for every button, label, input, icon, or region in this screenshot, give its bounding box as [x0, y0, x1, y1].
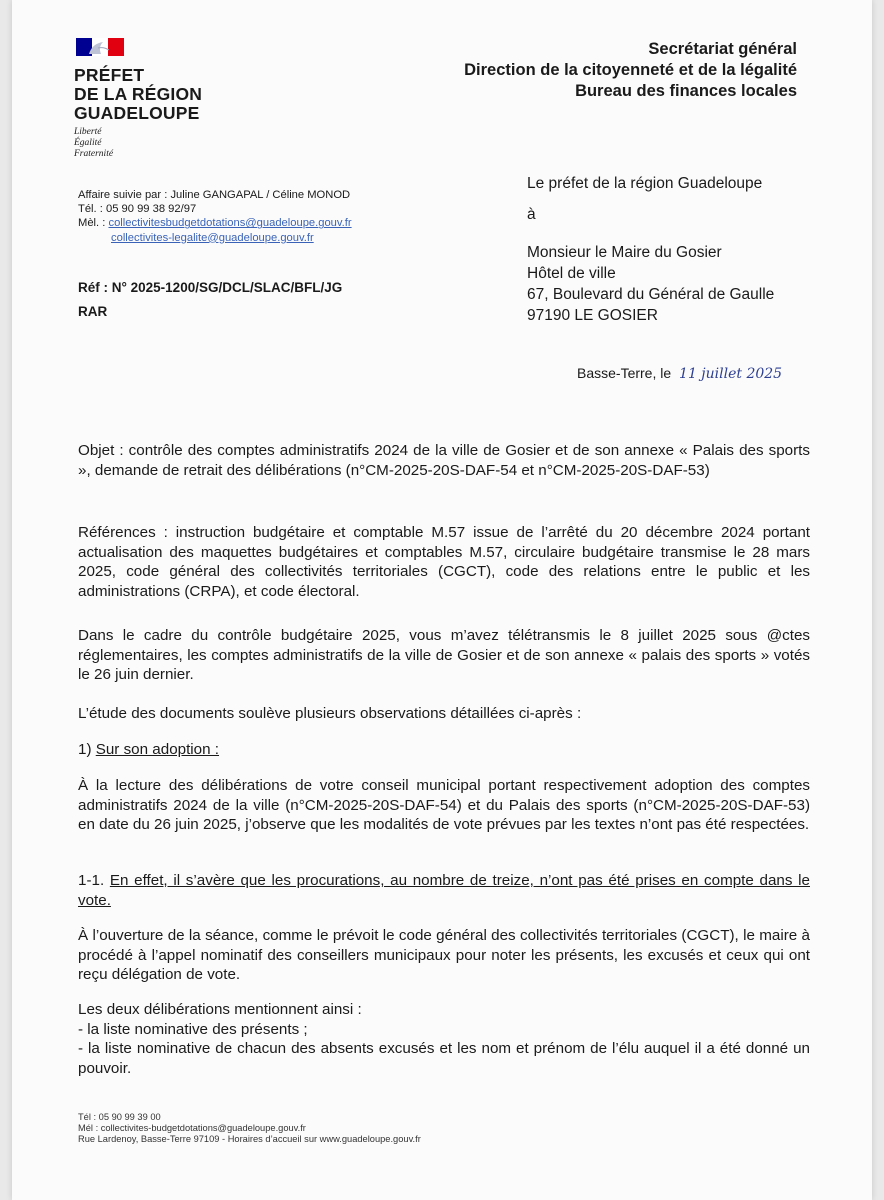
body-paragraph: L’étude des documents soulève plusieurs observations détaillées ci-après : [78, 705, 582, 722]
section-heading [78, 740, 810, 760]
contact-email-row [78, 216, 352, 230]
recipient-line: Monsieur le Maire du Gosier [527, 244, 722, 261]
sender-line: Le préfet de la région Guadeloupe [527, 175, 763, 192]
service-line: Bureau des finances locales [575, 82, 797, 100]
prefecture-name [74, 66, 202, 123]
motto-line: Fraternité [74, 149, 114, 159]
footer-phone: Tél : 05 90 99 39 00 [78, 1112, 161, 1122]
recipient-block [527, 173, 774, 326]
footer-email: Mél : collectivites-budgetdotations@guadeloupe.gouv.fr [78, 1123, 306, 1133]
contact-phone: Tél. : 05 90 99 38 92/97 [78, 203, 197, 216]
marianne-logo [76, 38, 124, 56]
prefet-line: DE LA RÉGION [74, 84, 203, 104]
case-handler: Affaire suivie par : Juline GANGAPAL / Céline MONOD [78, 189, 351, 201]
handwritten-date: 11 juillet 2025 [679, 366, 783, 382]
reference-block [78, 276, 342, 324]
body-paragraph: À la lecture des délibérations de votre conseil municipal portant respectivement adoption des comptes administratifs 2024 de la ville (n°CM-2025-20S-DAF-54) et du Palais des sports (n°CM-2025-20S-DAF-53) en date du 26 juin 2025, j’observe que les modalités de vote prévues par les textes n’ont pas été respectées. [78, 777, 810, 833]
list-item: - la liste nominative des présents ; [78, 1020, 308, 1038]
contact-email-row-2 [78, 231, 352, 245]
section-title: Sur son adoption : [95, 741, 220, 758]
service-line: Direction de la citoyenneté et de la légalité [464, 61, 797, 79]
service-header [464, 39, 797, 102]
subsection-title: En effet, il s’avère que les procurations, au nombre de treize, n’ont pas été prises en compte dans le vote. [78, 872, 810, 909]
list-item: - la liste nominative de chacun des absents excusés et les nom et prénom de l’élu auquel il a été donné un pouvoir. [78, 1040, 810, 1077]
recipient-line: Hôtel de ville [527, 265, 616, 282]
references-paragraph: Références : instruction budgétaire et comptable M.57 issue de l’arrêté du 20 décembre 2024 portant actualisation des maquettes budgétaires et comptables M.57, circulaire budgétaire transmise le 28 mars 2025, code général des collectivités territoriales (CGCT), code des relations entre le public et les administrations (CRPA), et code électoral. [78, 524, 810, 600]
email-link-budget[interactable]: collectivitesbudgetdotations@guadeloupe.gouv.fr [108, 217, 352, 230]
email-link-legalite[interactable]: collectivites-legalite@guadeloupe.gouv.fr [111, 231, 314, 244]
republic-flag-icon [76, 38, 124, 56]
motto-line: Égalité [74, 138, 102, 148]
footer [78, 1112, 421, 1145]
republic-motto [74, 127, 113, 160]
body-paragraph: Dans le cadre du contrôle budgétaire 2025, vous m’avez télétransmis le 8 juillet 2025 sous @ctes réglementaires, les comptes administratifs de la ville de Gosier et de son annexe « palais des sports » votés le 26 juin dernier. [78, 627, 810, 683]
delib-list [78, 1000, 810, 1078]
subject-paragraph: Objet : contrôle des comptes administratifs 2024 de la ville de Gosier et de son annexe « Palais des sports », demande de retrait des délibérations (n°CM-2025-20S-DAF-54 et n°CM-2025-20S-DAF-53) [78, 442, 810, 479]
prefet-line: GUADELOUPE [74, 103, 200, 123]
email-label: Mèl. : [78, 217, 109, 230]
rar-mention: RAR [78, 304, 108, 319]
to-line: à [527, 206, 536, 223]
date-line [577, 365, 782, 382]
reference-number: Réf : N° 2025-1200/SG/DCL/SLAC/BFL/JG [78, 280, 343, 295]
recipient-line: 67, Boulevard du Général de Gaulle [527, 286, 775, 303]
section-number: 1) [78, 741, 96, 758]
contact-block [78, 188, 352, 245]
motto-line: Liberté [74, 127, 102, 137]
subsection-number: 1-1. [78, 872, 110, 889]
letter-page [12, 0, 872, 1200]
recipient-line: 97190 LE GOSIER [527, 307, 658, 324]
body-paragraph: À l’ouverture de la séance, comme le prévoit le code général des collectivités territoriales (CGCT), le maire à procédé à l’appel nominatif des conseillers municipaux pour noter les présents, les excusés et ceux qui ont reçu délégation de vote. [78, 927, 810, 983]
service-line: Secrétariat général [648, 40, 797, 58]
date-place: Basse-Terre, le [577, 365, 672, 381]
footer-address: Rue Lardenoy, Basse-Terre 97109 - Horaires d’accueil sur www.guadeloupe.gouv.fr [78, 1134, 421, 1144]
subsection-heading [78, 871, 810, 910]
list-intro: Les deux délibérations mentionnent ainsi : [78, 1001, 362, 1018]
prefet-line: PRÉFET [74, 65, 145, 85]
